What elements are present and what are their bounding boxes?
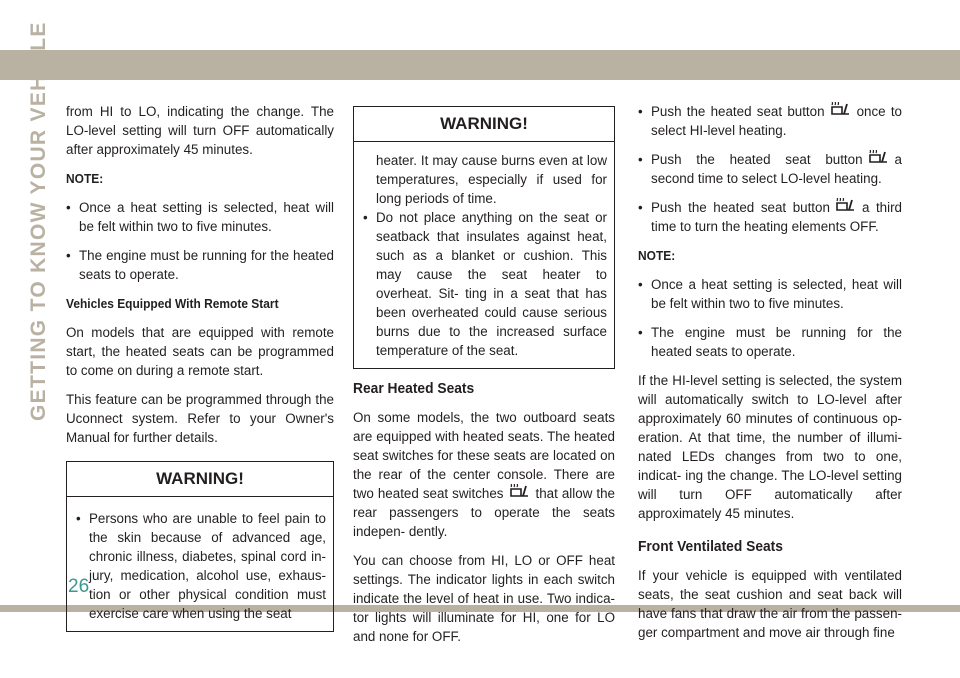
warning-title: WARNING!: [354, 107, 614, 142]
note-item: • Once a heat setting is selected, heat will be felt within two to five minutes.: [638, 275, 902, 313]
step-text: a second time to select LO-level heating.: [651, 152, 902, 186]
paragraph: from HI to LO, indicating the change. The LO-level setting will turn OFF automatically after approximately 45 minutes.: [66, 104, 334, 157]
page-number: 26: [68, 576, 90, 597]
paragraph: You can choose from HI, LO or OFF heat settings. The indicator lights in each switch indicate the level of heat in use. Two indica- tor lights will illuminate for HI, one for LO and none for OFF.: [353, 553, 615, 644]
heated-seat-icon: [508, 484, 532, 501]
note-item: • Once a heat setting is selected, heat will be felt within two to five minutes.: [66, 198, 334, 236]
column-1: [66, 102, 334, 632]
warning-item: • Do not place anything on the seat or seatback that insulates against heat, such as a blanket or cushion. This may cause the seat heater to overheat. Sit- ting in a seat that has been overheated could cause serious burns due to the increased surface temperature of the seat.: [363, 208, 607, 360]
rear-heated-seats-heading: Rear Heated Seats: [353, 380, 475, 397]
section-side-title: GETTING TO KNOW YOUR VEHICLE: [27, 21, 50, 421]
paragraph-text: that allow the rear passengers to operate the seats indepen- dently.: [353, 486, 615, 539]
warning-item: • Persons who are unable to feel pain to the skin because of advanced age, chronic illness, diabetes, spinal cord in- jury, medication, alcohol use, exhaus- tion or other physical condition must exercise care when using the seat: [76, 509, 326, 623]
note-item: • The engine must be running for the heated seats to operate.: [638, 323, 902, 361]
column-2: [353, 106, 615, 656]
note-item: • The engine must be running for the heated seats to operate.: [66, 246, 334, 284]
front-ventilated-seats-heading: Front Ventilated Seats: [638, 538, 783, 555]
warning-continuation: heater. It may cause burns even at low temperatures, especially if used for long periods of time.: [376, 153, 607, 206]
step-text: a third time to turn the heating elements OFF.: [651, 200, 903, 234]
step-text: Push the heated seat button: [651, 104, 825, 119]
remote-start-heading: Vehicles Equipped With Remote Start: [66, 296, 279, 311]
paragraph: If the HI-level setting is selected, the system will automatically switch to LO-level after approximately 60 minutes of continuous op- eration. At that time, the number of illumi- nated LEDs changes from two to one, indicat- ing the change. The LO-level setting will turn OFF automatically after approximately 45 minutes.: [638, 373, 902, 521]
header-band: [0, 50, 960, 80]
paragraph: If your vehicle is equipped with ventilated seats, the seat cushion and seat back will have fans that draw the air from the passen- ger compartment and move air through fine: [638, 568, 902, 640]
step-item: [638, 198, 902, 236]
paragraph: This feature can be programmed through the Uconnect system. Refer to your Owner's Manual for further details.: [66, 392, 334, 445]
column-3: [638, 102, 902, 652]
step-text: once to select HI-level heating.: [651, 104, 902, 138]
step-text: Push the heated seat button: [651, 152, 863, 167]
step-item: [638, 150, 902, 188]
note-label: NOTE:: [638, 248, 676, 263]
heated-seat-icon: [829, 102, 853, 119]
warning-box: [66, 461, 334, 632]
warning-box: [353, 106, 615, 369]
warning-title: WARNING!: [67, 462, 333, 497]
note-label: NOTE:: [66, 171, 104, 186]
heated-seat-icon: [867, 150, 891, 167]
paragraph: On models that are equipped with remote start, the heated seats can be programmed to come on during a remote start.: [66, 325, 334, 378]
heated-seat-icon: [834, 198, 858, 215]
step-text: Push the heated seat button: [651, 200, 830, 215]
paragraph: [353, 408, 615, 541]
step-item: [638, 102, 902, 140]
paragraph-text: On some models, the two outboard seats are equipped with heated seats. The heated seat switches for these seats are located on the rear of the center console. There are two heated seat switches: [353, 410, 615, 501]
